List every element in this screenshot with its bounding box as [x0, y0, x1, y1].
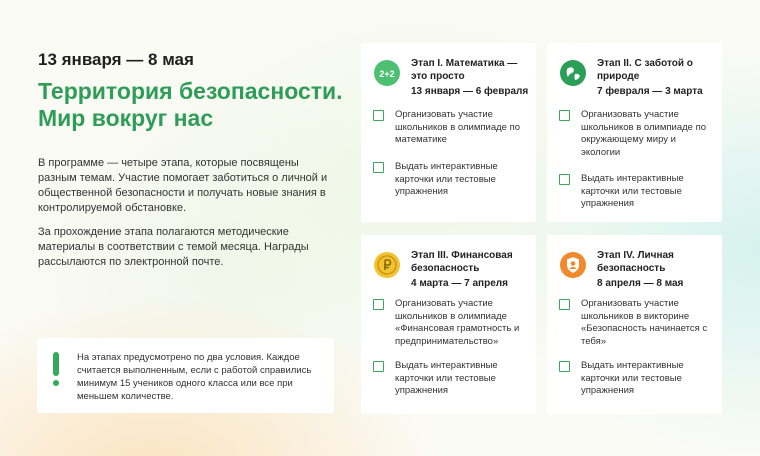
task-label: Выдать интерактивные карточки или тестовые упражнения	[581, 173, 684, 209]
svg-text:2+2: 2+2	[379, 69, 395, 79]
task-checkbox[interactable]	[559, 361, 570, 372]
task-label: Организовать участие школьников в олимпиаде по математике	[395, 109, 521, 145]
program-dates: 13 января — 8 мая	[38, 50, 194, 69]
task-checkbox[interactable]	[373, 361, 384, 372]
task-checkbox[interactable]	[559, 110, 570, 121]
exclamation-icon	[49, 352, 63, 388]
task-label: Организовать участие школьников в олимпиаде по окружающему миру и экологии	[581, 109, 707, 158]
task-checkbox[interactable]	[373, 110, 384, 121]
stage-card-1	[361, 43, 536, 222]
task-item[interactable]	[559, 360, 719, 410]
page-title	[38, 78, 358, 132]
rewards-description: За прохождение этапа полагаются методические материалы в соответствии с темой месяца. Награды рассылаются по электронной почте.	[38, 226, 309, 268]
task-label: Выдать интерактивные карточки или тестовые упражнения	[581, 360, 684, 396]
task-item[interactable]	[373, 360, 533, 410]
math-2plus2-icon	[374, 60, 400, 86]
ruble-coin-icon	[374, 252, 400, 278]
task-item[interactable]	[373, 161, 533, 211]
task-label: Организовать участие школьников в викторине «Безопасность начинается с тебя»	[581, 298, 708, 347]
globe-icon	[560, 60, 586, 86]
notice-text: На этапах предусмотрено по два условия. Каждое считается выполненным, если с работой справились минимум 15 учеников одного класса или все при меньшем количестве.	[77, 352, 312, 402]
stage-card-4	[547, 235, 722, 414]
task-checkbox[interactable]	[373, 162, 384, 173]
stage-dates: 13 января — 6 февраля	[411, 86, 529, 97]
stage-dates: 4 марта — 7 апреля	[411, 278, 508, 289]
task-label: Организовать участие школьников в олимпиаде «Финансовая грамотность и предпринимательство»	[395, 298, 520, 347]
title-line-1: Территория безопасности.	[38, 78, 343, 104]
person-shield-icon	[560, 252, 586, 278]
stage-dates: 7 февраля — 3 марта	[597, 86, 703, 97]
task-item[interactable]	[559, 109, 719, 159]
stage-title: Этап I. Математика — это просто	[411, 58, 518, 82]
stage-card-3	[361, 235, 536, 414]
task-checkbox[interactable]	[373, 299, 384, 310]
task-item[interactable]	[373, 109, 533, 159]
task-label: Выдать интерактивные карточки или тестовые упражнения	[395, 360, 498, 396]
stage-title: Этап II. С заботой о природе	[597, 58, 693, 82]
task-checkbox[interactable]	[559, 174, 570, 185]
task-checkbox[interactable]	[559, 299, 570, 310]
conditions-notice	[37, 338, 334, 413]
stage-card-2	[547, 43, 722, 222]
stage-header	[597, 249, 715, 290]
stage-header	[411, 57, 529, 98]
stage-dates: 8 апреля — 8 мая	[597, 278, 684, 289]
task-label: Выдать интерактивные карточки или тестовые упражнения	[395, 161, 498, 197]
title-line-2: Мир вокруг нас	[38, 105, 214, 131]
stage-title: Этап III. Финансовая безопасность	[411, 250, 513, 274]
stage-header	[597, 57, 715, 98]
stage-header	[411, 249, 529, 290]
task-item[interactable]	[559, 173, 719, 223]
task-item[interactable]	[559, 298, 719, 348]
task-item[interactable]	[373, 298, 533, 348]
stage-title: Этап IV. Личная безопасность	[597, 250, 674, 274]
program-description: В программе — четыре этапа, которые посвящены разным темам. Участие помогает заботиться о личной и общественной безопасности и получать новые знания в контролируемой обстановке.	[38, 157, 328, 214]
